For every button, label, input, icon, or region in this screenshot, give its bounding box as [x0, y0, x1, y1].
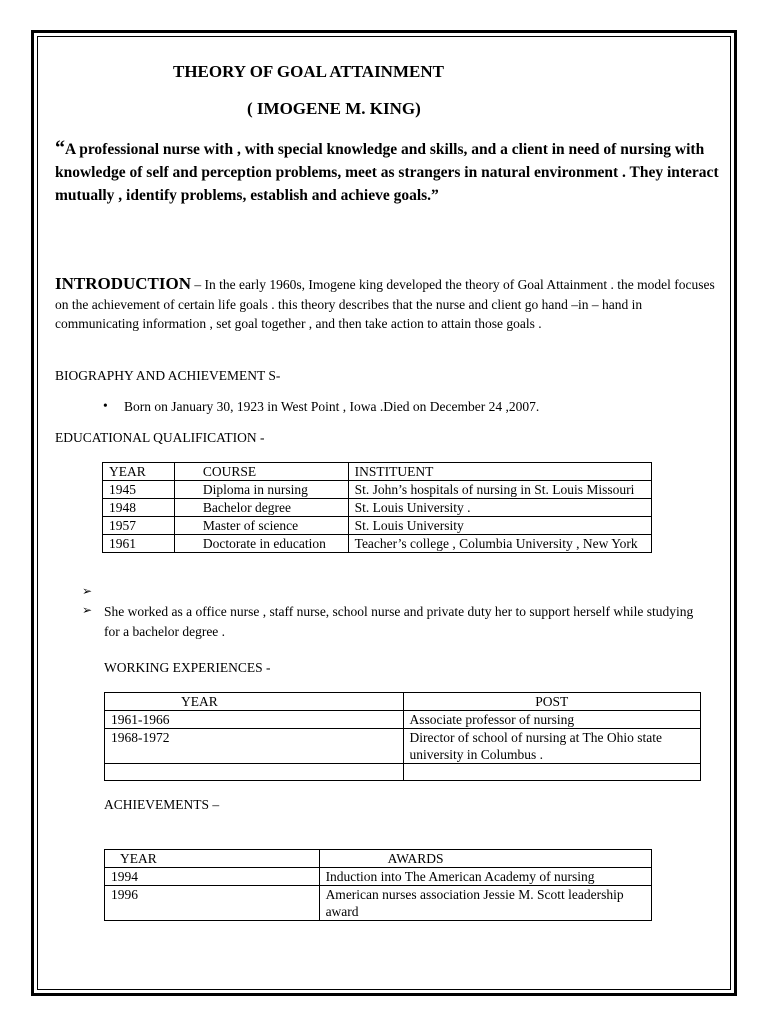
document-subtitle: ( IMOGENE M. KING) — [247, 99, 421, 118]
table-header-cell: YEAR — [105, 693, 404, 711]
table-header-cell: AWARDS — [319, 850, 651, 868]
table-header-cell: COURSE — [174, 463, 348, 481]
table-cell: 1961 — [103, 535, 175, 553]
table-cell: Associate professor of nursing — [403, 711, 700, 729]
table-cell: Teacher’s college , Columbia University , New York — [348, 535, 651, 553]
table-row — [105, 764, 701, 781]
achievements-heading: ACHIEVEMENTS – — [104, 797, 220, 812]
table-cell: Master of science — [174, 517, 348, 535]
table-cell: Director of school of nursing at The Ohio state university in Columbus . — [403, 729, 700, 764]
arrow-item-text: She worked as a office nurse , staff nurse, school nurse and private duty her to support herself while studying for a bachelor degree . — [104, 604, 694, 639]
arrow-bullet-icon: ➢ — [82, 603, 93, 617]
table-header-cell: YEAR — [103, 463, 175, 481]
table-cell: Induction into The American Academy of nursing — [319, 868, 651, 886]
table-header-cell: YEAR — [105, 850, 320, 868]
table-header-row — [105, 693, 701, 711]
biography-bullet-text: Born on January 30, 1923 in West Point , Iowa .Died on December 24 ,2007. — [124, 399, 540, 414]
table-row — [103, 535, 652, 553]
table-cell: 1994 — [105, 868, 320, 886]
quote-text: A professional nurse with , with special knowledge and skills, and a client in need of nursing with knowledge of self and perception problems, meet as strangers in natural environment . They interact mutually , identify problems, establish and achieve goals.” — [55, 141, 719, 204]
table-row — [105, 886, 652, 921]
table-row — [103, 517, 652, 535]
table-header-row — [105, 850, 652, 868]
table-cell: 1996 — [105, 886, 320, 921]
table-cell — [105, 764, 404, 781]
work-heading: WORKING EXPERIENCES - — [104, 660, 271, 675]
table-cell: 1948 — [103, 499, 175, 517]
work-table — [104, 692, 701, 781]
table-row — [105, 868, 652, 886]
table-cell: 1945 — [103, 481, 175, 499]
table-header-row — [103, 463, 652, 481]
table-row — [103, 481, 652, 499]
bullet-icon: • — [103, 398, 108, 413]
introduction-heading: INTRODUCTION — [55, 274, 192, 293]
introduction-text: – In the early 1960s, Imogene king developed the theory of Goal Attainment . the model focuses on the achievement of certain life goals . this theory describes that the nurse and client go hand –in – hand in communicating information , set goal together , and then take action to attain those goals . — [55, 277, 715, 331]
biography-heading: BIOGRAPHY AND ACHIEVEMENT S- — [55, 368, 281, 383]
table-cell: Doctorate in education — [174, 535, 348, 553]
table-cell: American nurses association Jessie M. Scott leadership award — [319, 886, 651, 921]
open-quote-mark: “ — [55, 137, 65, 159]
table-cell: St. John’s hospitals of nursing in St. Louis Missouri — [348, 481, 651, 499]
table-row — [105, 729, 701, 764]
table-cell: 1968-1972 — [105, 729, 404, 764]
table-cell: St. Louis University — [348, 517, 651, 535]
table-cell: St. Louis University . — [348, 499, 651, 517]
table-cell: 1957 — [103, 517, 175, 535]
table-cell — [403, 764, 700, 781]
achievements-table — [104, 849, 652, 921]
table-cell: 1961-1966 — [105, 711, 404, 729]
arrow-bullet-icon: ➢ — [82, 584, 93, 598]
table-row — [105, 711, 701, 729]
opening-quote — [55, 137, 720, 207]
education-heading: EDUCATIONAL QUALIFICATION - — [55, 430, 265, 445]
table-cell: Diploma in nursing — [174, 481, 348, 499]
document-title: THEORY OF GOAL ATTAINMENT — [173, 62, 444, 81]
table-header-cell: INSTITUENT — [348, 463, 651, 481]
education-table — [102, 462, 652, 553]
table-header-cell: POST — [403, 693, 700, 711]
table-row — [103, 499, 652, 517]
table-cell: Bachelor degree — [174, 499, 348, 517]
introduction-paragraph — [55, 274, 720, 334]
